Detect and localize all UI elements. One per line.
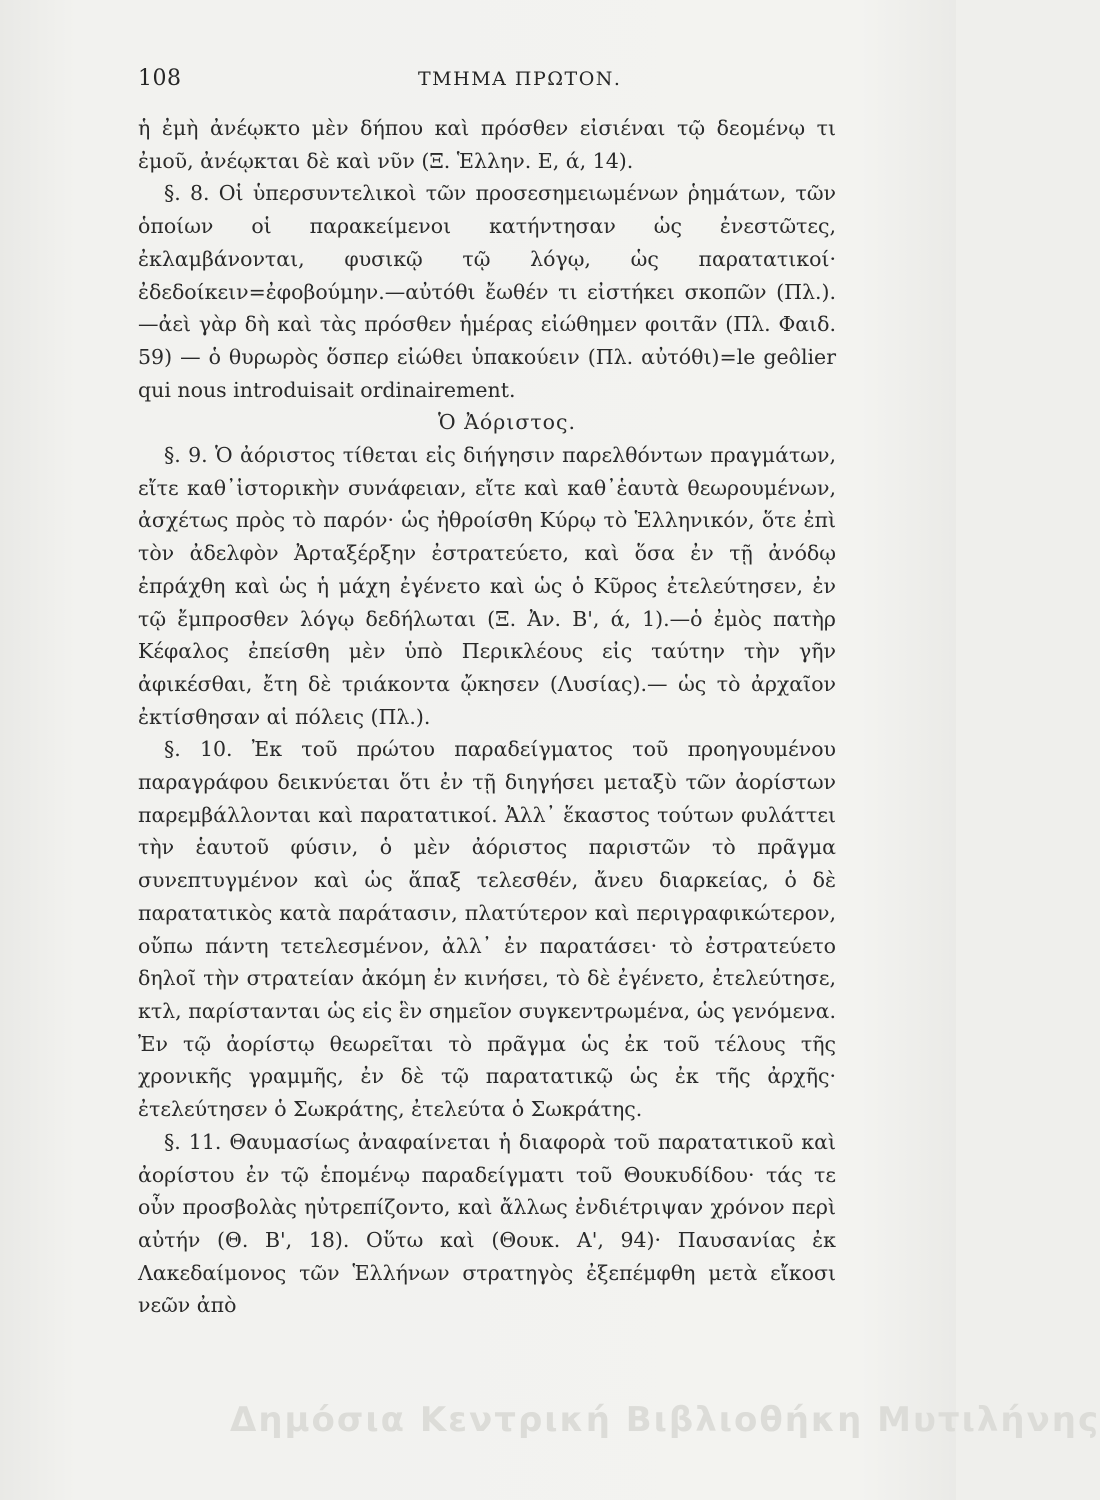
page-number: 108 (138, 66, 182, 91)
page-header (138, 66, 838, 98)
section-heading-aorist: Ὁ Ἀόριστος. (437, 410, 577, 435)
running-title: ΤΜΗΜΑ ΠΡΩΤΟΝ. (418, 68, 622, 90)
page-body (138, 112, 836, 1322)
library-watermark: Δημόσια Κεντρική Βιβλιοθήκη Μυτιλήνης (230, 1400, 1100, 1440)
paragraph-section-9: §. 9. Ὁ ἀόριστος τίθεται εἰς διήγησιν παρελθόντων πραγμάτων, εἴτε καθ᾽ἱστορικὴν συνάφειαν, εἴτε καὶ καθ᾽ἑαυτὰ θεωρουμένων, ἀσχέτως πρὸς τὸ παρόν· ὡς ἠθροίσθη Κύρῳ τὸ Ἑλληνικόν, ὅτε ἐπὶ τὸν ἀδελφὸν Ἀρταξέρξην ἐστρατεύετο, καὶ ὅσα ἐν τῇ ἀνόδῳ ἐπράχθη καὶ ὡς ἡ μάχη ἐγένετο καὶ ὡς ὁ Κῦρος ἐτελεύτησεν, ἐν τῷ ἔμπροσθεν λόγῳ δεδήλωται (Ξ. Ἀν. Β', ά, 1).—ὁ ἐμὸς πατὴρ Κέφαλος ἐπείσθη μὲν ὑπὸ Περικλέους εἰς ταύτην τὴν γῆν ἀφικέσθαι, ἔτη δὲ τριάκοντα ᾤκησεν (Λυσίας).— ὡς τὸ ἀρχαῖον ἐκτίσθησαν αἱ πόλεις (Πλ.). (138, 443, 836, 729)
paragraph-section-10: §. 10. Ἐκ τοῦ πρώτου παραδείγματος τοῦ προηγουμένου παραγράφου δεικνύεται ὅτι ἐν τῇ διηγήσει μεταξὺ τῶν ἀορίστων παρεμβάλλονται καὶ παρατατικοί. Ἀλλ᾽ ἕκαστος τούτων φυλάττει τὴν ἑαυτοῦ φύσιν, ὁ μὲν ἀόριστος παριστῶν τὸ πρᾶγμα συνεπτυγμένον καὶ ὡς ἅπαξ τελεσθέν, ἄνευ διαρκείας, ὁ δὲ παρατατικὸς κατὰ παράτασιν, πλατύτερον καὶ περιγραφικώτερον, οὔπω πάντη τετελεσμένον, ἀλλ᾽ ἐν παρατάσει· τὸ ἐστρατεύετο δηλοῖ τὴν στρατείαν ἀκόμη ἐν κινήσει, τὸ δὲ ἐγένετο, ἐτελεύτησε, κτλ, παρίστανται ὡς εἰς ἓν σημεῖον συγκεντρωμένα, ὡς γενόμενα. Ἐν τῷ ἀορίστῳ θεωρεῖται τὸ πρᾶγμα ὡς ἐκ τοῦ τέλους τῆς χρονικῆς γραμμῆς, ἐν δὲ τῷ παρατατικῷ ὡς ἐκ τῆς ἀρχῆς· ἐτελεύτησεν ὁ Σωκράτης, ἐτελεύτα ὁ Σωκράτης. (138, 737, 836, 1122)
paragraph-section-11: §. 11. Θαυμασίως ἀναφαίνεται ἡ διαφορὰ τοῦ παρατατικοῦ καὶ ἀορίστου ἐν τῷ ἑπομένῳ παραδείγματι τοῦ Θουκυδίδου· τάς τε οὖν προσβολὰς ηὐτρεπίζοντο, καὶ ἄλλως ἐνδιέτριψαν χρόνον περὶ αὐτήν (Θ. Β', 18). Οὕτω καὶ (Θουκ. Α', 94)· Παυσανίας ἐκ Λακεδαίμονος τῶν Ἑλλήνων στρατηγὸς ἐξεπέμφθη μετὰ εἴκοσι νεῶν ἀπὸ (138, 1129, 836, 1318)
paragraph-continuation: ἡ ἐμὴ ἀνέῳκτο μὲν δήπου καὶ πρόσθεν εἰσιέναι τῷ δεομένῳ τι ἐμοῦ, ἀνέῳκται δὲ καὶ νῦν (Ξ. Ἑλλην. Ε, ά, 14). (138, 116, 836, 173)
paragraph-section-8: §. 8. Οἱ ὑπερσυντελικοὶ τῶν προσεσημειωμένων ῥημάτων, τῶν ὁποίων οἱ παρακείμενοι κατήντησαν ὡς ἐνεστῶτες, ἐκλαμβάνονται, φυσικῷ τῷ λόγῳ, ὡς παρατατικοί· ἐδεδοίκειν=ἐφοβούμην.—αὐτόθι ἔωθέν τι εἰστήκει σκοπῶν (Πλ.).—ἀεὶ γὰρ δὴ καὶ τὰς πρόσθεν ἡμέρας εἰώθημεν φοιτᾶν (Πλ. Φαιδ. 59) — ὁ θυρωρὸς ὅσπερ εἰώθει ὑπακούειν (Πλ. αὐτόθι)=le geôlier qui nous introduisait ordinairement. (138, 181, 836, 402)
